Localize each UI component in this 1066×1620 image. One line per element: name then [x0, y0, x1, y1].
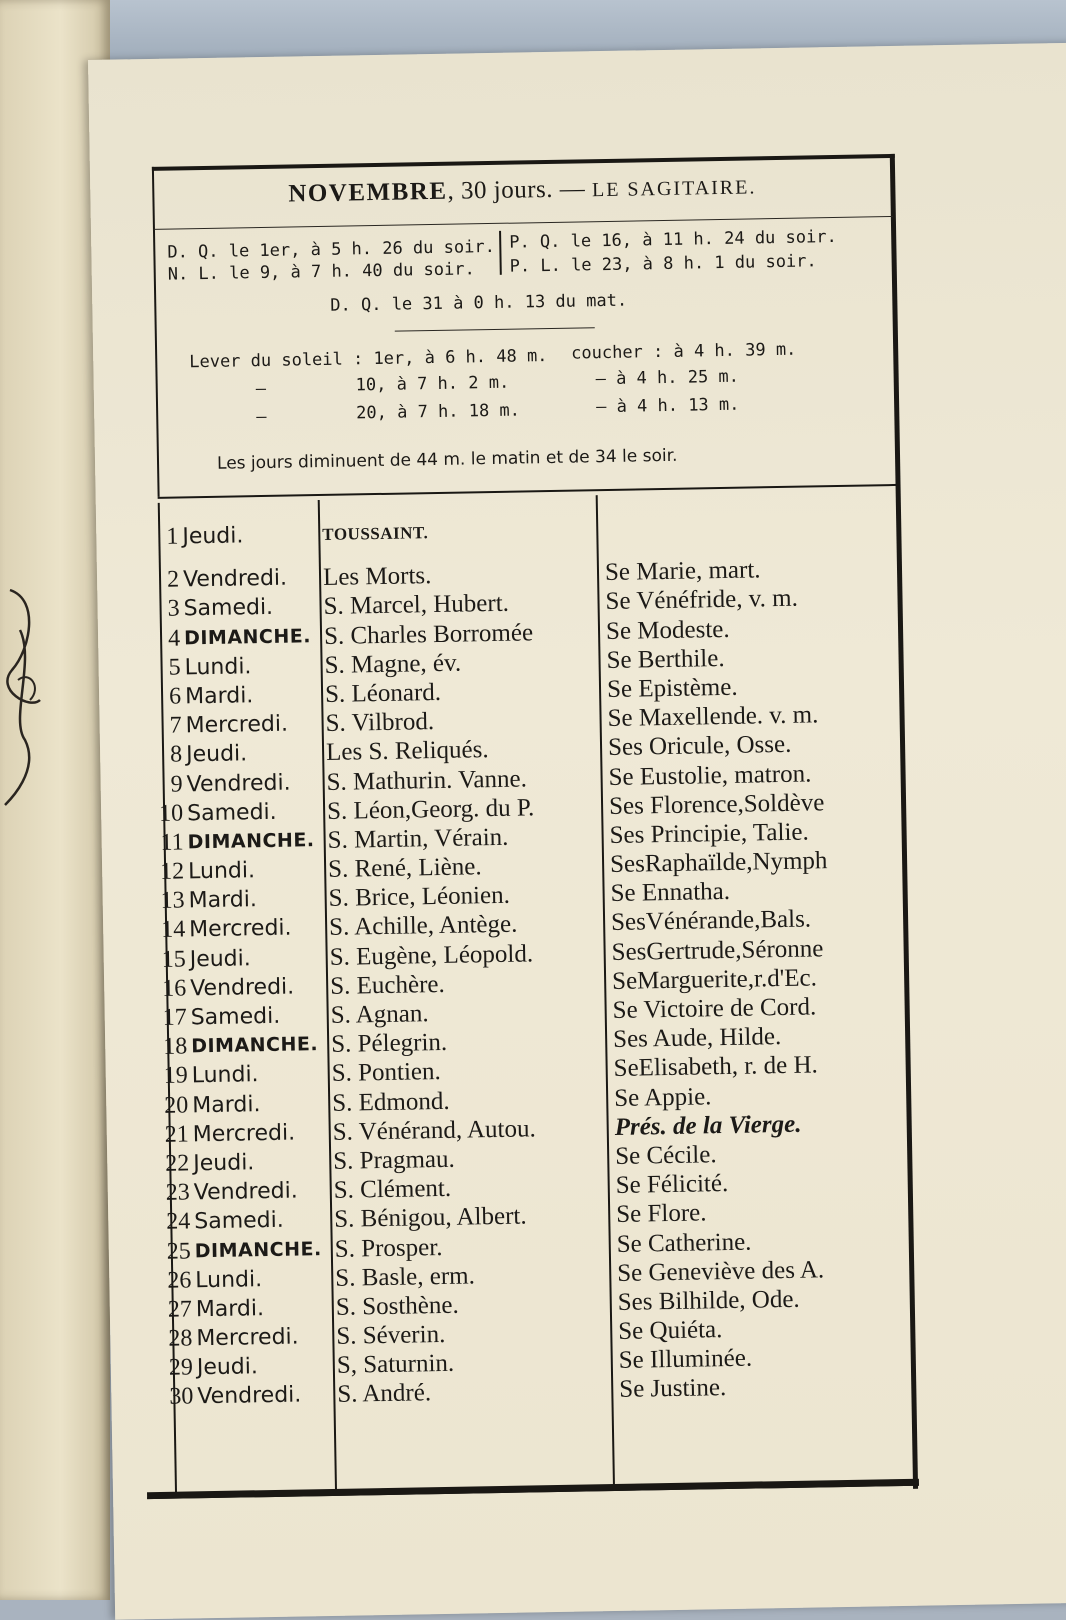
weekday: Vendredi.: [193, 1178, 298, 1206]
saint-name: S. Vénérand, Autou.: [332, 1115, 536, 1146]
phase-pq: P. Q. le 16, à 11 h. 24 du soir.: [509, 226, 837, 253]
weekday: Mercredi.: [188, 916, 292, 943]
saint-name: S. Pélegrin.: [330, 1029, 448, 1059]
saint-name: Les Morts.: [322, 562, 432, 592]
weekday: DIMANCHE.: [191, 1033, 319, 1058]
sainte-name: Se Berthile.: [606, 644, 725, 674]
sainte-name: Ses Aude, Hilde.: [612, 1023, 782, 1054]
sunrise-2: 10, à 7 h. 2 m.: [355, 372, 510, 396]
day-number: 25: [166, 1237, 192, 1265]
weekday: Mercredi.: [185, 711, 289, 739]
saint-name: S. Martin, Vérain.: [327, 823, 509, 854]
day-number: 14: [160, 916, 186, 944]
saint-name: Les S. Reliqués.: [325, 736, 489, 767]
day-number: 16: [161, 975, 187, 1002]
month-title: [162, 170, 882, 211]
weekday: Lundi.: [195, 1266, 263, 1293]
header-bottom-rule: [158, 484, 898, 499]
weekday: Jeudi.: [182, 523, 244, 550]
day-number: 9: [170, 770, 183, 798]
saint-name: S. Agnan.: [330, 1000, 429, 1029]
day-number: 23: [165, 1179, 191, 1206]
days-table: [158, 524, 913, 1412]
saint-name: S. Edmond.: [332, 1087, 450, 1117]
day-number: 19: [163, 1062, 188, 1090]
saint-name: S. Eugène, Léopold.: [329, 939, 534, 971]
sainte-name: Se Modeste.: [605, 615, 730, 645]
saint-name: S. Prosper.: [334, 1233, 443, 1263]
sainte-name: SesVénérande,Bals.: [610, 905, 812, 937]
sainte-name: Se Ennatha.: [610, 878, 731, 908]
day-number: 7: [169, 712, 182, 739]
weekday: DIMANCHE.: [194, 1237, 322, 1262]
day-number: 2: [166, 566, 180, 593]
sainte-name: Se Justine.: [619, 1374, 727, 1404]
sainte-name: SesRaphaïlde,Nymph: [609, 847, 828, 879]
weekday: Mercredi.: [196, 1324, 299, 1352]
day-number: 3: [167, 595, 180, 623]
saint-name: S. Achille, Antège.: [328, 911, 518, 942]
phase-dq-last: D. Q. le 31 à 0 h. 13 du mat.: [330, 290, 628, 316]
saint-name: S. Basle, erm.: [335, 1262, 476, 1292]
saint-name: S. André.: [337, 1379, 432, 1409]
phase-nl: N. L. le 9, à 7 h. 40 du soir.: [167, 259, 475, 285]
sainte-name: Prés. de la Vierge.: [614, 1110, 802, 1141]
saint-name: S. Marcel, Hubert.: [323, 590, 510, 621]
saint-name: S. Léon,Georg. du P.: [326, 794, 535, 825]
phase-pl: P. L. le 23, à 8 h. 1 du soir.: [509, 251, 817, 277]
sunrise-3-dash: —: [256, 406, 267, 428]
saint-name: S, Saturnin.: [336, 1350, 455, 1380]
saint-name: S. Clément.: [333, 1174, 452, 1205]
weekday: Mardi.: [188, 887, 258, 914]
phase-divider: [499, 231, 502, 275]
saint-name: S. Pragmau.: [333, 1145, 456, 1175]
day-number: 4: [167, 625, 181, 652]
sainte-name: Se Marie, mart.: [604, 556, 761, 587]
saint-name: S. Séverin.: [336, 1321, 446, 1350]
saint-name: TOUSSAINT.: [322, 523, 429, 544]
sainte-name: Se Appie.: [613, 1082, 712, 1112]
zodiac-sign: LE SAGITAIRE.: [591, 176, 757, 202]
frame-left-rule: [152, 167, 160, 497]
weekday: Mardi.: [184, 683, 254, 710]
table-row: [158, 510, 898, 552]
weekday: Vendredi.: [182, 565, 288, 593]
sainte-name: Se Illuminée.: [618, 1344, 753, 1375]
sainte-name: Se Eustolie, matron.: [608, 759, 812, 791]
weekday: Vendredi.: [186, 770, 291, 797]
weekday: Jeudi.: [185, 741, 248, 768]
calendar-frame: [152, 154, 922, 1527]
sainte-name: Se Catherine.: [616, 1228, 752, 1258]
sainte-name: SesGertrude,Séronne: [611, 934, 824, 966]
weekday: Jeudi.: [189, 945, 251, 972]
saint-name: S. Léonard.: [324, 678, 442, 708]
sunset-1: coucher : à 4 h. 39 m.: [571, 339, 797, 364]
weekday: Mardi.: [195, 1295, 265, 1323]
sainte-name: Ses Principie, Talie.: [609, 818, 809, 849]
day-number: 5: [168, 654, 181, 681]
weekday: Mardi.: [192, 1091, 261, 1118]
sainte-name: Se Cécile.: [614, 1141, 717, 1170]
weekday: Samedi.: [194, 1208, 284, 1235]
day-number: 1: [166, 523, 179, 550]
sainte-name: Ses Florence,Soldève: [608, 788, 825, 820]
sainte-name: Se Maxellende. v. m.: [607, 701, 819, 733]
weekday: Samedi.: [190, 1003, 281, 1031]
weekday: DIMANCHE.: [183, 624, 312, 649]
sainte-name: Se Victoire de Cord.: [612, 993, 817, 1024]
saint-name: S. Vilbrod.: [325, 708, 435, 738]
saint-name: S. Euchère.: [329, 970, 445, 1000]
saint-name: S. Magne, év.: [324, 649, 462, 679]
weekday: DIMANCHE.: [187, 829, 315, 854]
sainte-name: Se Flore.: [615, 1199, 707, 1229]
month-days: , 30 jours. —: [447, 175, 586, 205]
day-number: 20: [164, 1091, 189, 1119]
sainte-name: Ses Oricule, Osse.: [607, 731, 792, 762]
month-name: NOVEMBRE: [288, 177, 448, 208]
weekday: Jeudi.: [196, 1354, 259, 1381]
day-number: 11: [160, 829, 184, 856]
day-number: 6: [168, 683, 182, 710]
saint-name: S. Pontien.: [331, 1058, 441, 1088]
sunset-2: — à 4 h. 25 m.: [595, 366, 740, 390]
sunrise-1: Lever du soleil : 1er, à 6 h. 48 m.: [189, 346, 548, 373]
day-number: 12: [159, 858, 185, 885]
day-number: 10: [158, 800, 184, 827]
saint-name: S. Bénigou, Albert.: [334, 1202, 527, 1234]
sunrise-2-dash: —: [255, 378, 267, 400]
day-number: 28: [168, 1325, 193, 1352]
weekday: Lundi.: [184, 653, 252, 681]
day-number: 17: [162, 1004, 187, 1031]
weekday: Jeudi.: [193, 1150, 255, 1177]
sainte-name: SeMarguerite,r.d'Ec.: [611, 964, 818, 995]
sunrise-3: 20, à 7 h. 18 m.: [356, 400, 521, 424]
sunset-3: — à 4 h. 13 m.: [595, 394, 740, 418]
saint-name: S. Brice, Léonien.: [328, 882, 511, 913]
sainte-name: Se Vénéfride, v. m.: [605, 585, 799, 616]
sainte-name: Ses Bilhilde, Ode.: [617, 1285, 800, 1316]
weekday: Samedi.: [186, 799, 277, 827]
day-number: 26: [167, 1267, 192, 1294]
frame-bottom-rule: [147, 1479, 919, 1499]
day-number: 22: [165, 1150, 190, 1177]
saint-name: S. Sosthène.: [335, 1291, 459, 1321]
saint-name: S. Mathurin. Vanne.: [326, 764, 528, 796]
weekday: Lundi.: [187, 858, 256, 885]
almanac-page: [88, 43, 1066, 1620]
weekday: Lundi.: [191, 1062, 259, 1089]
day-number: 13: [160, 887, 185, 915]
day-number: 21: [164, 1121, 189, 1148]
sainte-name: SeElisabeth, r. de H.: [613, 1051, 819, 1083]
day-number: 24: [166, 1208, 191, 1236]
frame-top-rule: [152, 154, 895, 171]
weekday: Vendredi.: [197, 1382, 302, 1410]
day-number: 18: [163, 1033, 188, 1061]
saint-name: S. Charles Borromée: [323, 618, 534, 650]
weekday: Mercredi.: [192, 1120, 296, 1148]
ornament-flourish: [0, 570, 60, 830]
phase-dq-first: D. Q. le 1er, à 5 h. 26 du soir.: [167, 236, 496, 263]
days-note: Les jours diminuent de 44 m. le matin et de 34 le soir.: [216, 445, 678, 474]
day-number: 15: [161, 946, 186, 973]
sainte-name: Se Epistème.: [606, 673, 738, 703]
sainte-name: Se Félicité.: [615, 1170, 729, 1200]
sainte-name: Se Quiéta.: [618, 1316, 723, 1345]
day-number: 27: [167, 1296, 193, 1323]
weekday: Vendredi.: [190, 974, 295, 1002]
weekday: Samedi.: [183, 595, 274, 622]
day-number: 8: [169, 741, 183, 768]
sainte-name: Se Geneviève des A.: [617, 1256, 825, 1287]
saint-name: S. René, Liène.: [327, 853, 482, 883]
day-number: 29: [168, 1354, 194, 1382]
day-number: 30: [169, 1383, 194, 1411]
short-rule: [395, 327, 595, 331]
